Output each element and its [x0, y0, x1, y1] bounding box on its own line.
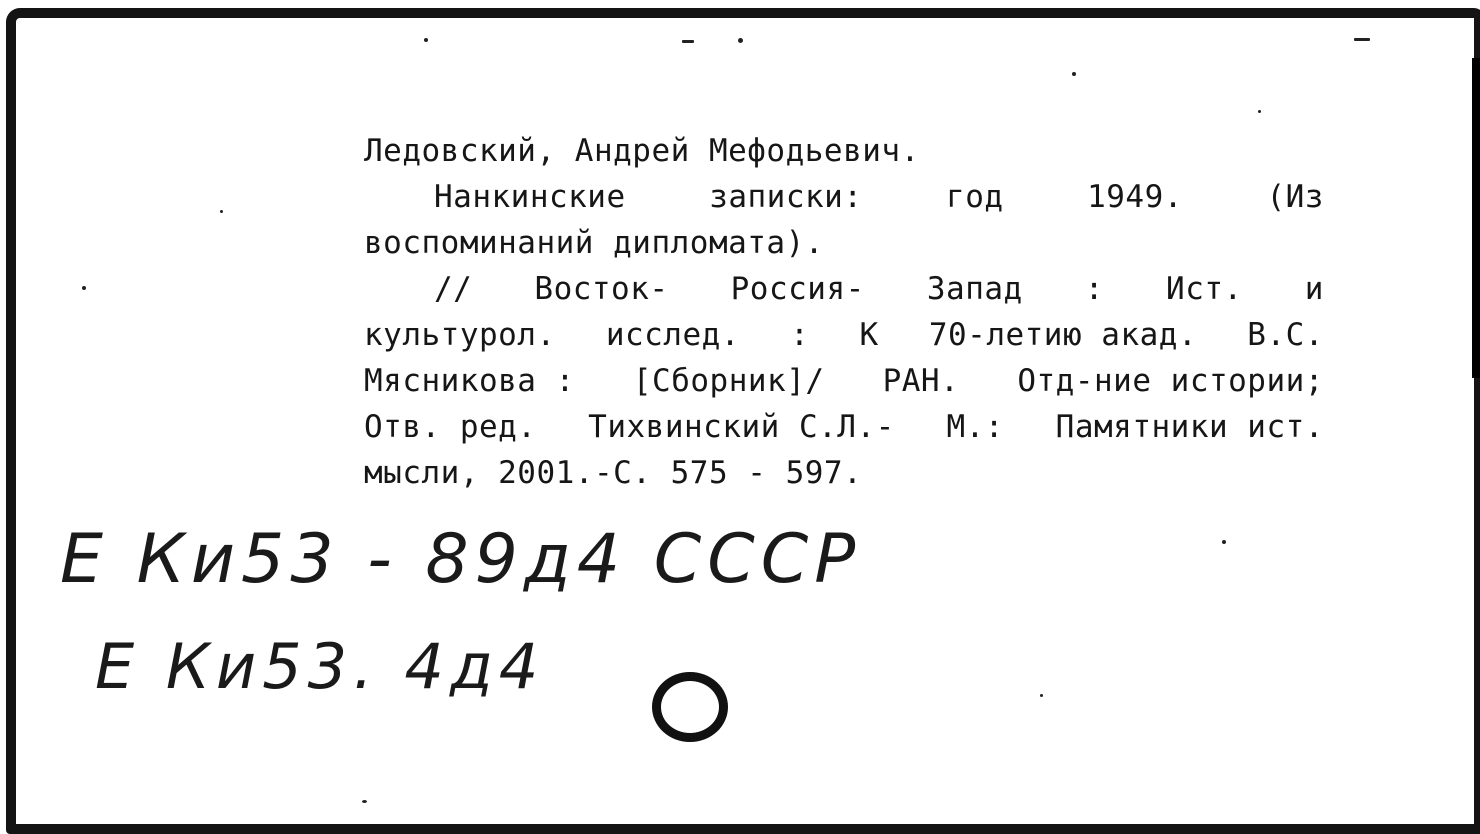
record-line-1 — [364, 128, 1324, 174]
scan-speck — [1072, 72, 1076, 76]
word: мысли, 2001.-С. 575 - 597. — [364, 455, 863, 491]
word: Россия- — [730, 271, 865, 307]
word: РАН. — [882, 363, 960, 399]
word: Ист. — [1166, 271, 1243, 307]
scan-speck — [362, 800, 367, 803]
word: культурол. — [364, 317, 556, 353]
shelf-mark-handwritten-2: Е Ки53. 4д4 — [95, 630, 545, 703]
word: К — [859, 317, 879, 353]
record-line-8 — [364, 450, 1324, 496]
scan-speck — [1222, 540, 1226, 544]
scan-edge — [1472, 58, 1480, 378]
word: 1949. — [1087, 179, 1183, 215]
word: 70-летию акад. — [928, 317, 1198, 353]
scan-speck — [82, 286, 86, 290]
record-line-4 — [364, 266, 1324, 312]
word: год — [946, 179, 1004, 215]
scan-speck — [738, 38, 743, 43]
word: Отв. ред. — [364, 409, 537, 445]
word: // — [434, 271, 473, 307]
word: [Сборник]/ — [632, 363, 825, 399]
record-line-5 — [364, 312, 1324, 358]
word: Тихвинский С.Л.- — [588, 409, 895, 445]
record-line-3 — [364, 220, 1324, 266]
word: М.: — [946, 409, 1004, 445]
word: записки: — [709, 179, 863, 215]
word: : — [790, 317, 810, 353]
scan-speck — [1354, 38, 1370, 41]
record-line-6 — [364, 358, 1324, 404]
word: : — [1084, 271, 1104, 307]
word: В.С. — [1247, 317, 1324, 353]
word: воспоминаний дипломата). — [364, 225, 824, 261]
word: исслед. — [605, 317, 740, 353]
scan-speck — [1258, 110, 1261, 113]
record-line-7 — [364, 404, 1324, 450]
word: Мясникова : — [364, 363, 575, 399]
word: Памятники ист. — [1055, 409, 1324, 445]
scan-speck — [1040, 694, 1043, 697]
record-line-2 — [364, 174, 1324, 220]
shelf-mark-handwritten-1: Е Ки53 - 89д4 СССР — [60, 520, 862, 599]
card-punch-hole — [652, 672, 728, 742]
bibliographic-record — [364, 128, 1324, 496]
word: (Из — [1266, 179, 1324, 215]
scan-speck — [220, 210, 223, 213]
scan-speck — [682, 40, 694, 43]
word: Запад — [926, 271, 1023, 307]
word: Восток- — [534, 271, 669, 307]
word: Нанкинские — [434, 179, 626, 215]
author-name: Ледовский, Андрей Мефодьевич. — [364, 133, 920, 169]
word: и — [1304, 271, 1324, 307]
scan-speck — [424, 38, 428, 42]
word: Отд-ние истории; — [1017, 363, 1324, 399]
